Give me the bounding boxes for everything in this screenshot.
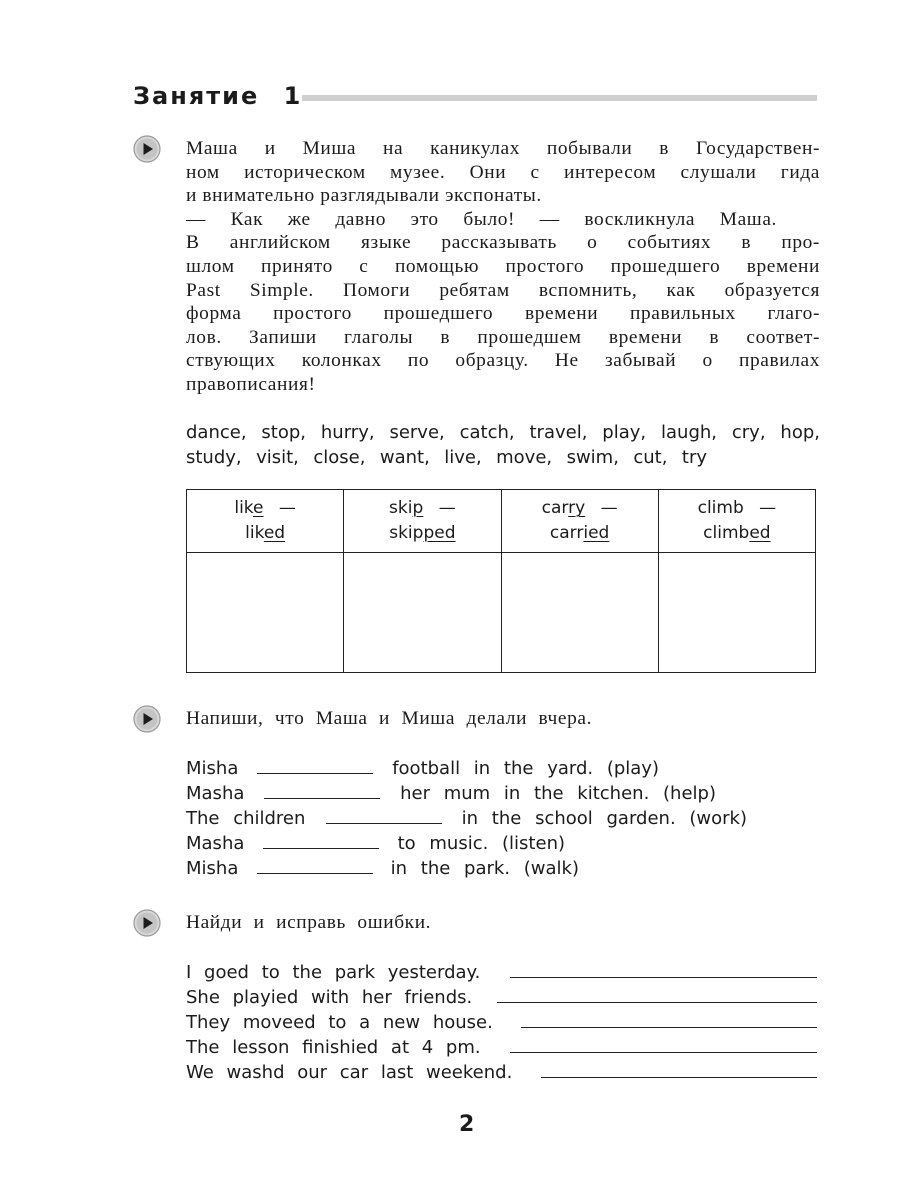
error-sentence: They moveed to a new house. (186, 1012, 493, 1033)
answer-blank[interactable] (257, 755, 373, 774)
error-sentence: I goed to the park yesterday. (186, 962, 481, 983)
correction-blank[interactable] (521, 1009, 817, 1028)
paragraph-line: Маша и Миша на каникулах побывали в Государствен- (186, 138, 820, 159)
answer-cell[interactable] (187, 553, 344, 673)
row-subject: Misha (186, 858, 239, 879)
paragraph-line: ном историческом музее. Они с интересом слушали гида (186, 161, 820, 183)
base-form: carry — (541, 498, 618, 518)
base-form: like — (234, 498, 296, 518)
verb-list-line-2: study, visit, close, want, live, move, swim, cut, try (186, 447, 707, 468)
paragraph-line: — Как же давно это было! — воскликнула Маша. (186, 208, 777, 230)
answer-blank[interactable] (263, 830, 379, 849)
task1-paragraph (186, 137, 820, 397)
paragraph-line: ствующих колонках по образцу. Не забывай о правилах (186, 350, 820, 372)
paragraph-line: правописания! (186, 373, 316, 395)
answer-blank[interactable] (257, 855, 373, 874)
task2-instruction: Напиши, что Маша и Миша делали вчера. (186, 708, 593, 729)
row-rest: in the park. (walk) (390, 858, 579, 879)
paragraph-line: В английском языке рассказывать о событиях в про- (186, 232, 820, 254)
row-subject: Misha (186, 758, 239, 779)
row-subject: Masha (186, 833, 245, 854)
header-rule (302, 95, 817, 101)
answer-blank[interactable] (326, 805, 442, 824)
base-form: climb — (697, 498, 777, 518)
correction-blank[interactable] (510, 1034, 817, 1053)
past-form: climbed (703, 523, 771, 543)
lesson-title (133, 82, 302, 110)
answer-blank[interactable] (264, 780, 380, 799)
correction-row (186, 984, 817, 1010)
answer-cell[interactable] (658, 553, 815, 673)
paragraph-line: лов. Запиши глаголы в прошедшем времени в соответ- (186, 326, 820, 348)
table-header-cell (187, 490, 344, 553)
table-header-cell (501, 490, 658, 553)
fill-in-row (186, 805, 747, 831)
verb-table (186, 489, 816, 673)
correction-blank[interactable] (497, 984, 817, 1003)
verb-list-line-1: dance, stop, hurry, serve, catch, travel, play, laugh, cry, hop, (186, 422, 820, 443)
lesson-label: Занятие (133, 82, 260, 110)
fill-in-row (186, 830, 565, 856)
base-form: skip — (389, 498, 456, 518)
correction-row (186, 959, 817, 985)
correction-blank[interactable] (510, 959, 817, 978)
task3-instruction: Найди и исправь ошибки. (186, 912, 432, 933)
answer-cell[interactable] (344, 553, 501, 673)
lesson-number: 1 (283, 82, 303, 110)
play-button-icon (133, 909, 161, 937)
paragraph-line: форма простого прошедшего времени правильных глаго- (186, 303, 820, 325)
play-button-icon (133, 705, 161, 733)
correction-blank[interactable] (541, 1059, 817, 1078)
row-rest: in the school garden. (work) (461, 808, 747, 829)
row-rest: to music. (listen) (397, 833, 565, 854)
paragraph-line: и внимательно разглядывали экспонаты. (186, 185, 542, 207)
correction-row (186, 1034, 817, 1060)
paragraph-line: шлом принято с помощью простого прошедшего времени (186, 255, 820, 277)
error-sentence: The lesson finishied at 4 pm. (186, 1037, 481, 1058)
error-sentence: We washd our car last weekend. (186, 1062, 513, 1083)
play-button-icon (133, 135, 161, 163)
past-form: carried (549, 523, 610, 543)
correction-row (186, 1059, 817, 1085)
past-form: skipped (389, 523, 456, 543)
answer-cell[interactable] (501, 553, 658, 673)
row-subject: Masha (186, 783, 245, 804)
error-sentence: She playied with her friends. (186, 987, 473, 1008)
row-rest: football in the yard. (play) (392, 758, 659, 779)
fill-in-row (186, 780, 716, 806)
correction-row (186, 1009, 817, 1035)
fill-in-row (186, 755, 659, 781)
paragraph-line: Past Simple. Помоги ребятам вспомнить, как образуется (186, 279, 820, 301)
past-form: liked (245, 523, 286, 543)
page-number: 2 (459, 1112, 475, 1137)
table-header-cell (344, 490, 501, 553)
row-subject: The children (186, 808, 306, 829)
table-header-cell (658, 490, 815, 553)
row-rest: her mum in the kitchen. (help) (400, 783, 716, 804)
fill-in-row (186, 855, 579, 881)
